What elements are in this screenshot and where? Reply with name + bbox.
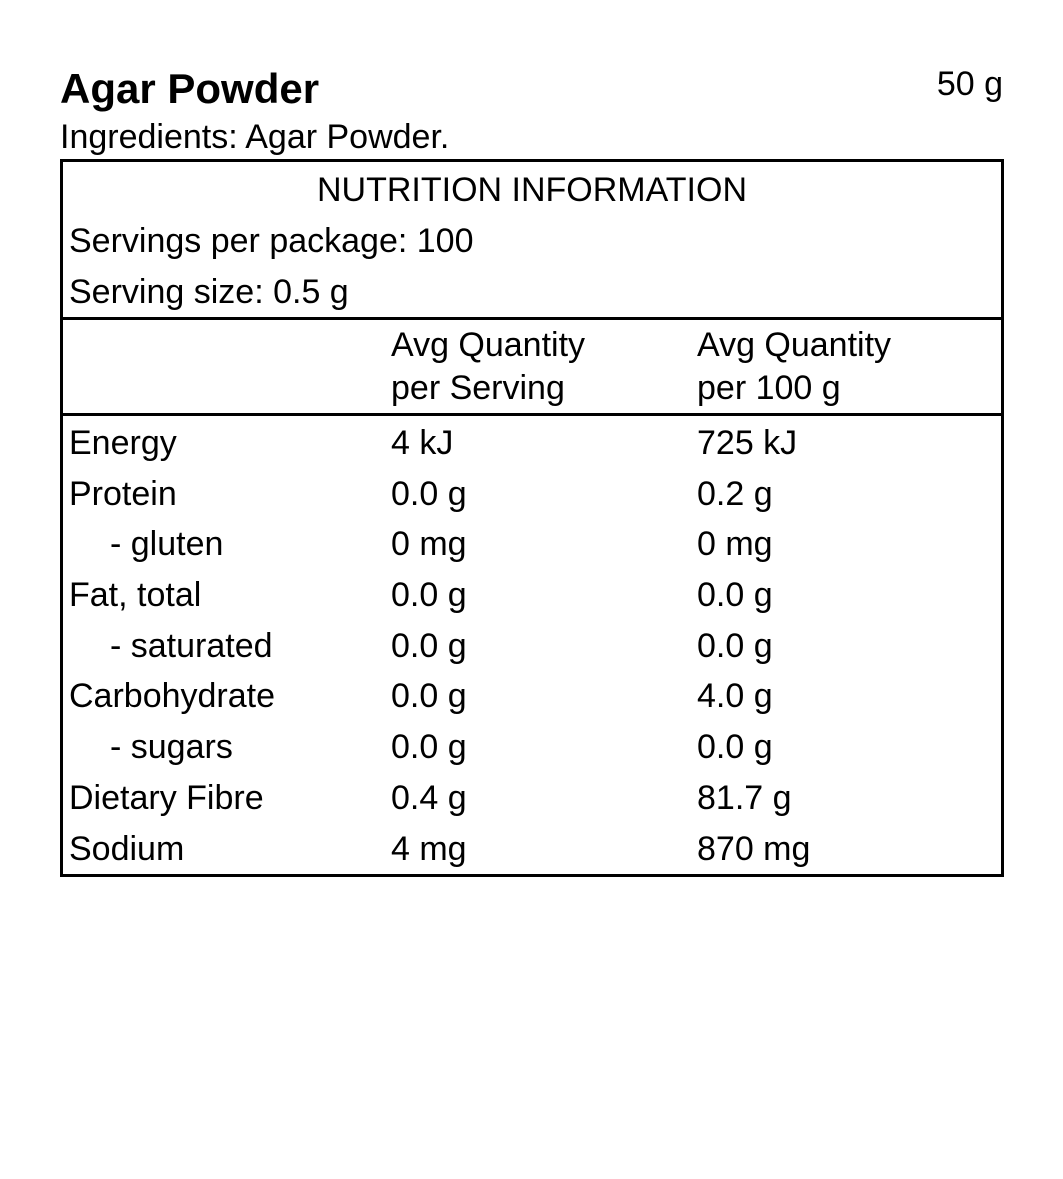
nutrient-row-energy (63, 421, 1001, 472)
nutrient-name: Dietary Fibre (69, 778, 264, 817)
nutrient-per-100g: 0.2 g (697, 474, 773, 513)
nutrient-rows (63, 421, 1001, 877)
nutrient-row-sugars (63, 725, 1001, 776)
nutrient-name: Carbohydrate (69, 677, 276, 716)
nutrient-per-100g: 0.0 g (697, 626, 773, 665)
nutrient-name: Sodium (69, 829, 185, 868)
column-header-per-serving-line1: Avg Quantity (391, 326, 586, 364)
panel-title: NUTRITION INFORMATION (317, 171, 747, 209)
nutrient-per-100g: 81.7 g (697, 778, 792, 817)
nutrient-row-saturated (63, 624, 1001, 675)
nutrient-name: Protein (69, 474, 177, 513)
nutrient-per-serving: 0.0 g (391, 677, 467, 716)
nutrient-row-gluten (63, 522, 1001, 573)
nutrient-row-carbohydrate (63, 674, 1001, 725)
nutrient-row-sodium (63, 827, 1001, 878)
nutrient-per-100g: 0.0 g (697, 728, 773, 767)
nutrient-per-serving: 4 kJ (391, 424, 454, 462)
nutrient-per-serving: 4 mg (391, 829, 467, 868)
column-header-per-100g (697, 324, 891, 410)
nutrient-per-100g: 0 mg (697, 525, 773, 564)
nutrient-name: - sugars (110, 728, 233, 767)
column-header-per-100g-line1: Avg Quantity (697, 326, 892, 364)
serving-size: Serving size: 0.5 g (69, 273, 349, 311)
nutrient-per-serving: 0.4 g (391, 778, 467, 817)
ingredients-text: Ingredients: Agar Powder. (60, 118, 450, 156)
nutrient-per-serving: 0.0 g (391, 474, 467, 513)
nutrient-name: - saturated (110, 626, 273, 665)
nutrient-per-serving: 0.0 g (391, 626, 467, 665)
column-header-per-serving-line2: per Serving (391, 369, 565, 407)
nutrient-per-100g: 4.0 g (697, 677, 773, 716)
servings-per-package: Servings per package: 100 (69, 222, 474, 260)
nutrient-per-100g: 0.0 g (697, 576, 773, 615)
product-name: Agar Powder (60, 65, 320, 112)
nutrient-per-100g: 725 kJ (697, 424, 798, 462)
nutrition-panel (60, 159, 1004, 877)
nutrient-per-serving: 0.0 g (391, 728, 467, 767)
nutrient-name: - gluten (110, 525, 224, 564)
nutrient-row-dietary-fibre (63, 776, 1001, 827)
divider-header (63, 413, 1001, 416)
divider-top (63, 317, 1001, 320)
nutrient-per-serving: 0.0 g (391, 576, 467, 615)
nutrient-name: Energy (69, 424, 177, 462)
nutrient-row-protein (63, 472, 1001, 523)
column-header-per-serving (391, 324, 585, 410)
net-weight: 50 g (936, 65, 1003, 103)
nutrient-name: Fat, total (69, 576, 202, 615)
nutrient-per-serving: 0 mg (391, 525, 467, 564)
nutrient-per-100g: 870 mg (697, 829, 811, 868)
column-header-per-100g-line2: per 100 g (697, 369, 841, 407)
nutrient-row-fat-total (63, 573, 1001, 624)
